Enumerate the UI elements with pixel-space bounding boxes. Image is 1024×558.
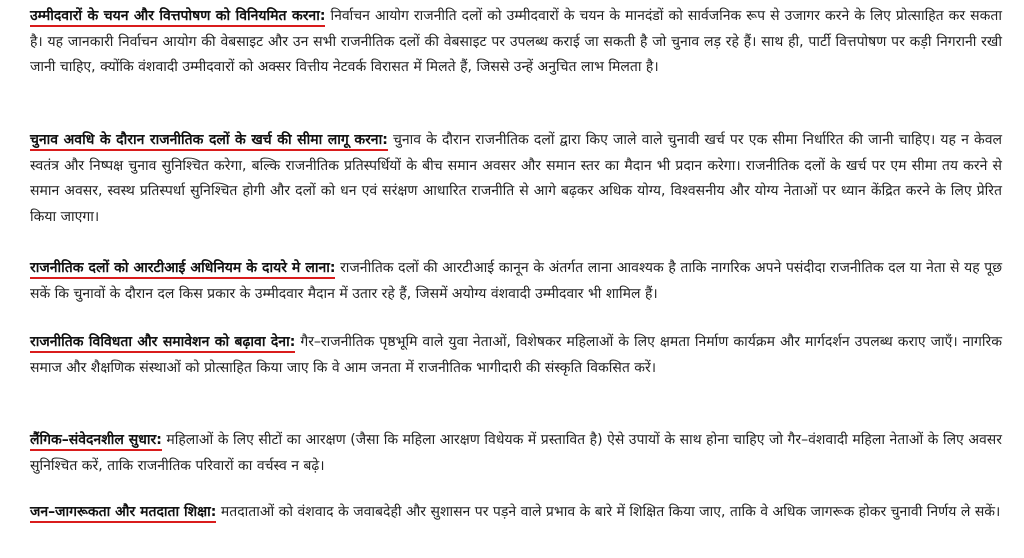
section-text: निर्वाचन आयोग राजनीति दलों को उम्मीदवारों के चयन के मानदंडों को सार्वजनिक रूप से उजागर करने के लिए प्रोत्साहित कर सकता है। यह जानकारी निर्वाचन आयोग की वेबसाइट और उन सभी राजनीतिक दलों की वेबसाइट पर उपलब्ध कराई जा सकती है जो चुनाव लड़ रहे हैं। साथ ही, पार्टी वित्तपोषण पर कड़ी निगरानी रखी जानी चाहिए, क्योंकि वंशवादी उम्मीदवारों को अक्सर वित्तीय नेटवर्क विरासत में मिलते हैं, जिससे उन्हें अनुचित लाभ मिलता है।: [30, 8, 1002, 75]
section-candidate-selection-funding: [30, 4, 1002, 81]
section-text: राजनीतिक दलों की आरटीआई कानून के अंतर्गत लाना आवश्यक है ताकि नागरिक अपने पसंदीदा राजनीतिक दल या नेता से यह पूछ सकें कि चुनावों के दौरान दल किस प्रकार के उम्मीदवार मैदान में उतार रहे हैं, जिसमें अयोग्य वंशवादी उम्मीदवार भी शामिल हैं।: [30, 260, 1003, 302]
section-heading: राजनीतिक दलों को आरटीआई अधिनियम के दायरे मे लाना:: [30, 260, 335, 279]
section-text: चुनाव के दौरान राजनीतिक दलों द्वारा किए जाले वाले चुनावी खर्च पर एक सीमा निर्धारित की जानी चाहिए। यह न केवल स्वतंत्र और निष्पक्ष चुनाव सुनिश्चित करेगा, बल्कि राजनीतिक प्रतिस्पर्धियों के बीच समान अवसर और समान स्तर का मैदान भी प्रदान करेगा। राजनीतिक दलों के खर्च पर एम सीमा तय करने से समान अवसर, स्वस्थ प्रतिस्पर्धा सुनिश्चित होगी और दलों को धन एवं सरंक्षण आधारित राजनीति से आगे बढ़कर अधिक योग्य, विश्वसनीय और योग्य नेताओं पर ध्यान केंद्रित करने के लिए प्रेरित किया जाएगा।: [30, 132, 1002, 225]
section-heading: राजनीतिक विविधता और समावेशन को बढ़ावा देना:: [30, 334, 295, 353]
section-heading: जन–जागरूकता और मतदाता शिक्षा:: [30, 504, 216, 523]
section-text: गैर–राजनीतिक पृष्ठभूमि वाले युवा नेताओं, विशेषकर महिलाओं के लिए क्षमता निर्माण कार्यक्रम और मार्गदर्शन उपलब्ध कराए जाएँ। नागरिक समाज और शैक्षणिक संस्थाओं को प्रोत्साहित किया जाए कि वे आम जनता में राजनीतिक भागीदारी की संस्कृति विकसित करें।: [30, 334, 1003, 376]
section-heading: लैंगिक–संवेदनशील सुधार:: [30, 432, 162, 451]
section-heading: उम्मीदवारों के चयन और वित्तपोषण को विनियमित करना:: [30, 8, 325, 27]
section-heading: चुनाव अवधि के दौरान राजनीतिक दलों के खर्च की सीमा लागू करना:: [30, 132, 388, 151]
section-rti-act: [30, 256, 1002, 307]
section-election-expense-limit: [30, 128, 1002, 230]
section-text: मतदाताओं को वंशवाद के जवाबदेही और सुशासन पर पड़ने वाले प्रभाव के बारे में शिक्षित किया जाए, ताकि वे अधिक जागरूक होकर चुनावी निर्णय ले सकें।: [220, 504, 1001, 520]
section-gender-reform: [30, 428, 1002, 479]
section-political-diversity: [30, 330, 1002, 381]
section-text: महिलाओं के लिए सीटों का आरक्षण (जैसा कि महिला आरक्षण विधेयक में प्रस्तावित है) ऐसे उपायों के साथ होना चाहिए जो गैर–वंशवादी महिला नेताओं के लिए अवसर सुनिश्चित करें, ताकि राजनीतिक परिवारों का वर्चस्व न बढ़े।: [30, 432, 1002, 474]
section-voter-education: [30, 500, 1000, 526]
